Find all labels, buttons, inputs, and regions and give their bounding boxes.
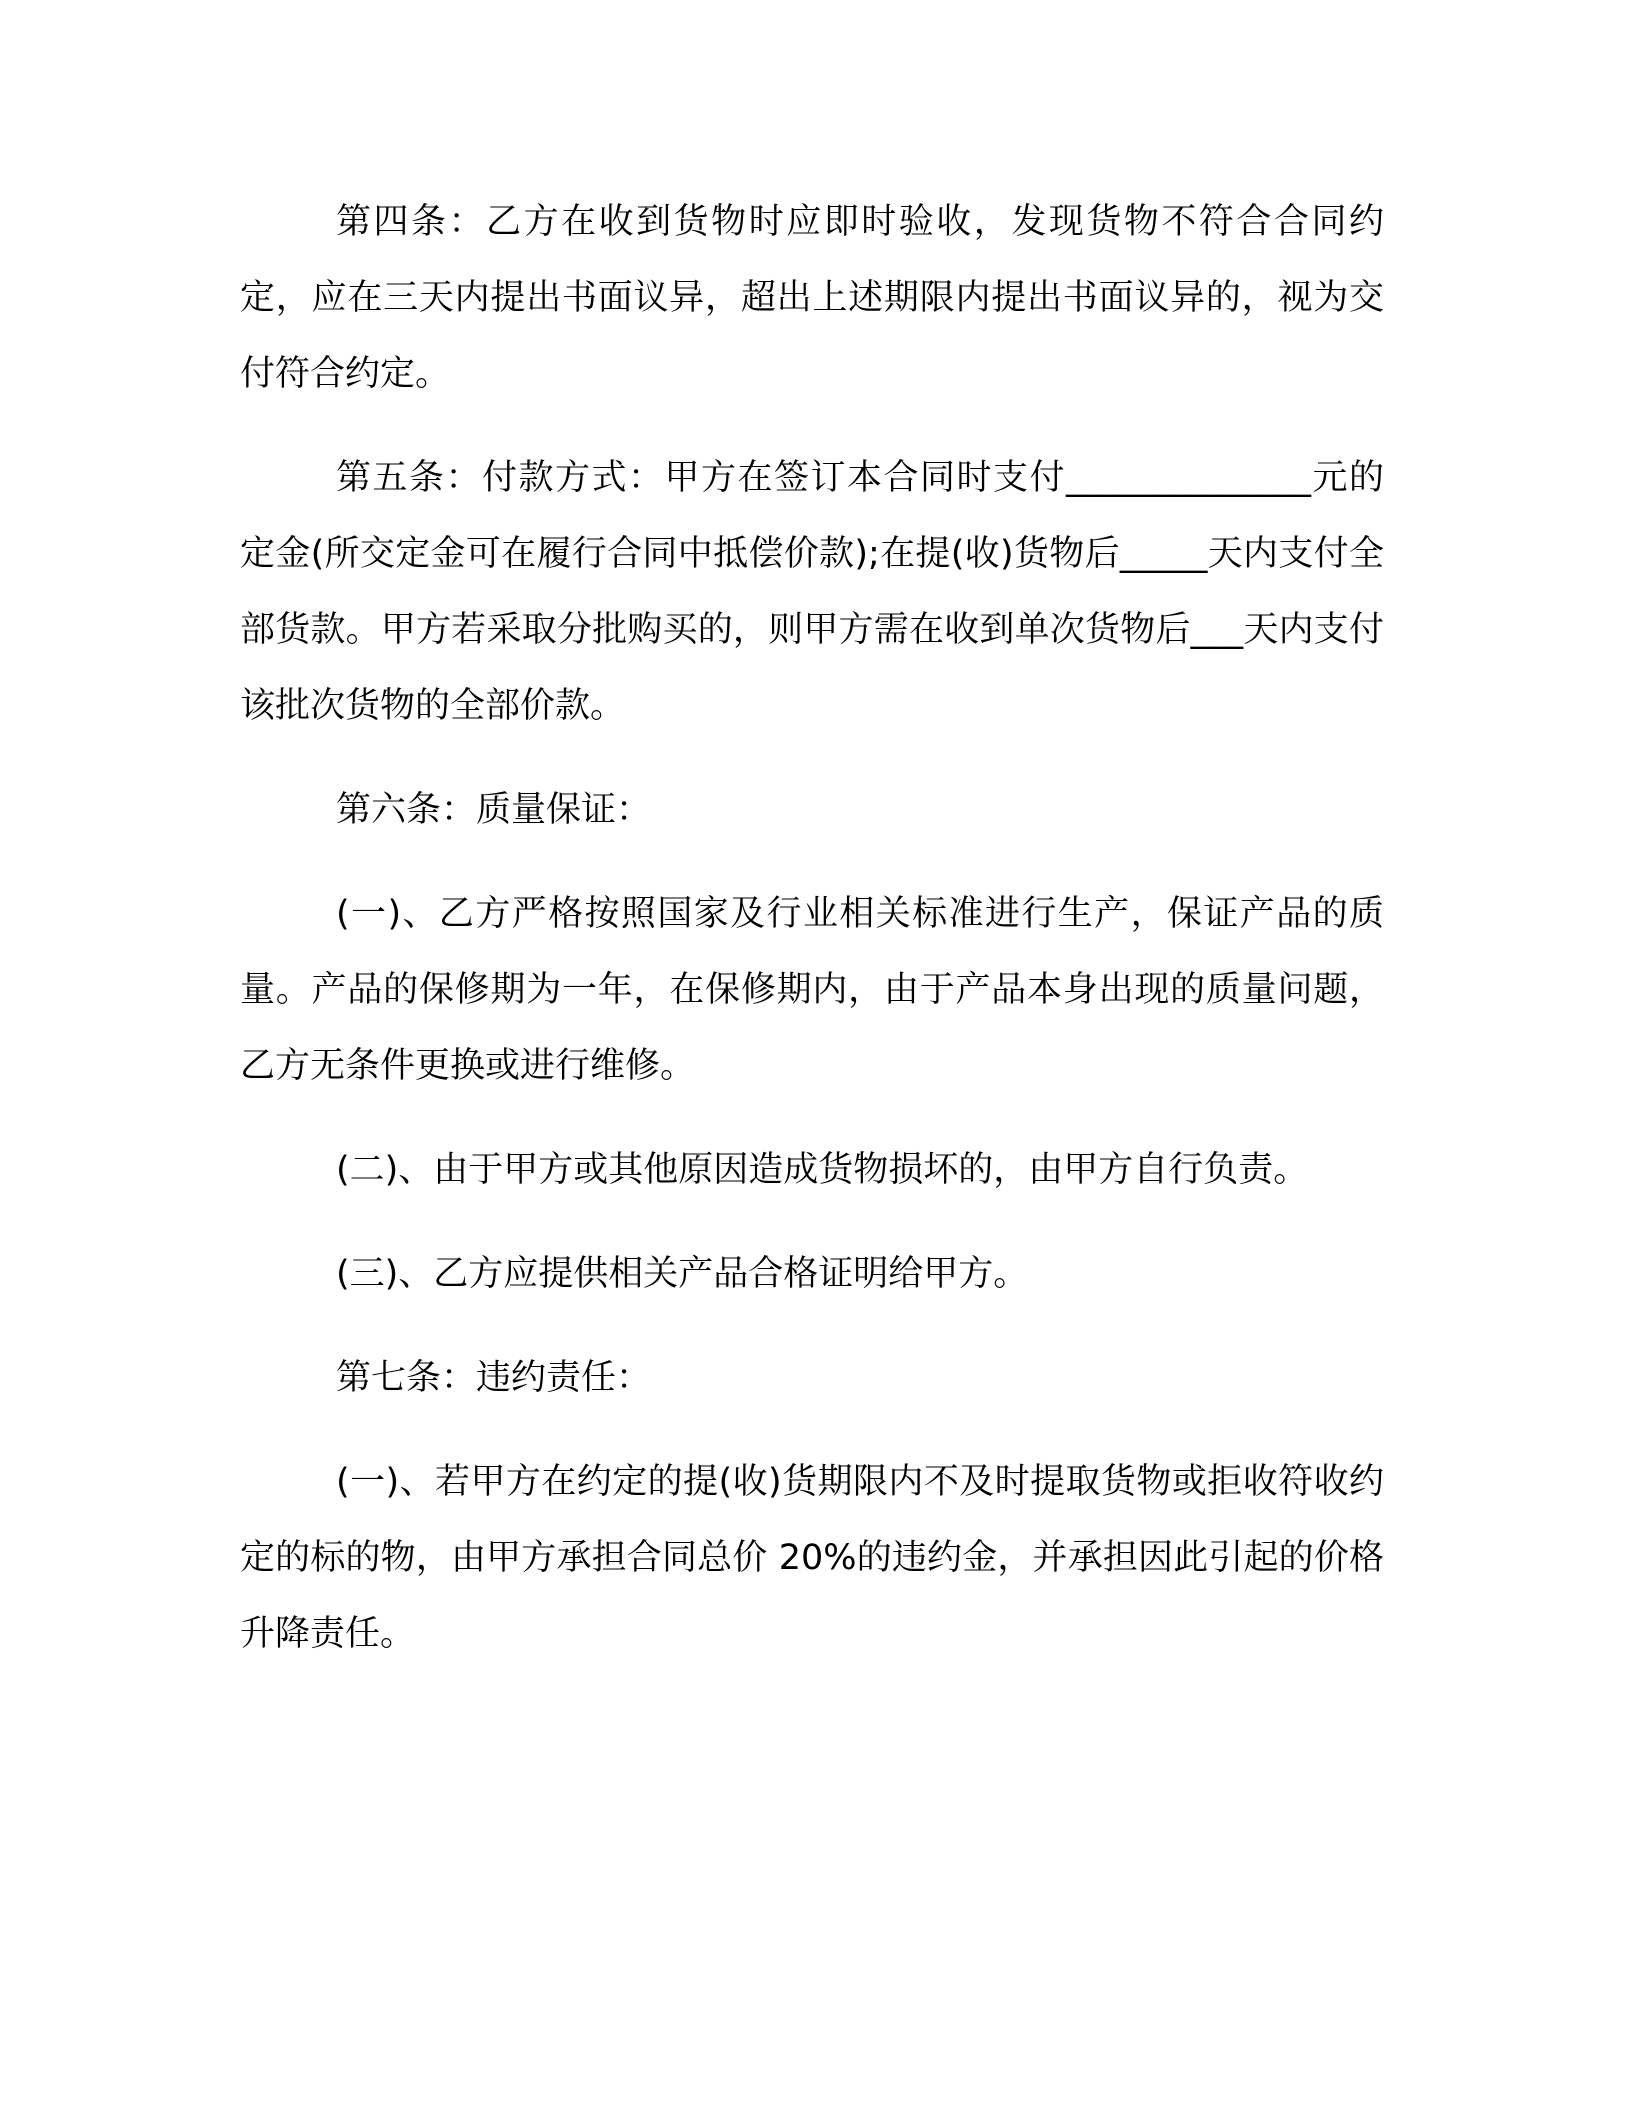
article-5-paragraph: 第五条：付款方式：甲方在签订本合同时支付______________元的定金(所交定金可在履行合同中抵偿价款);在提(收)货物后_____天内支付全部货款。甲方若采取分批购买的，则甲方需在收到单次货物后___天内支付该批次货物的全部价款。 xyxy=(240,458,1384,726)
article-6-clause-3: (三)、乙方应提供相关产品合格证明给甲方。 xyxy=(336,1254,1029,1294)
article-6-heading: 第六条：质量保证： xyxy=(336,790,652,830)
article-6-clause-1: (一)、乙方严格按照国家及行业相关标准进行生产，保证产品的质量。产品的保修期为一年，在保修期内，由于产品本身出现的质量问题，乙方无条件更换或进行维修。 xyxy=(240,894,1384,1086)
article-4-paragraph: 第四条：乙方在收到货物时应即时验收，发现货物不符合合同约定，应在三天内提出书面议异，超出上述期限内提出书面议异的，视为交付符合约定。 xyxy=(240,202,1384,394)
article-6-clause-2: (二)、由于甲方或其他原因造成货物损坏的，由甲方自行负责。 xyxy=(336,1150,1309,1190)
article-7-clause-1: (一)、若甲方在约定的提(收)货期限内不及时提取货物或拒收符收约定的标的物，由甲方承担合同总价 20%的违约金，并承担因此引起的价格升降责任。 xyxy=(240,1462,1384,1654)
article-7-heading: 第七条：违约责任： xyxy=(336,1358,652,1398)
